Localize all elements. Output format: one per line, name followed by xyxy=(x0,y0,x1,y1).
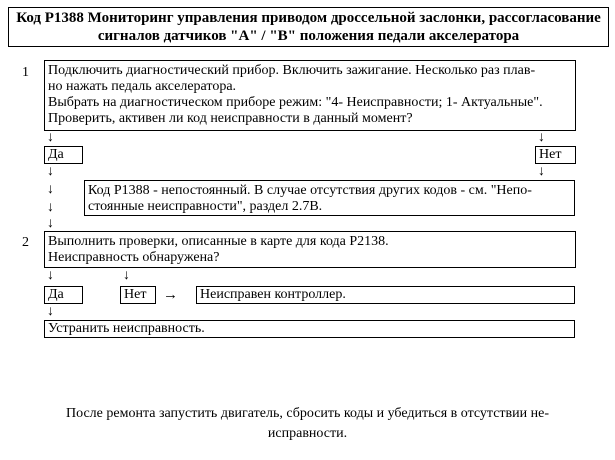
step-2-number: 2 xyxy=(22,235,29,250)
step-2-yes-result: Устранить неисправность. xyxy=(44,320,575,338)
step-1-yes-label: Да xyxy=(44,146,83,164)
arrow-down-icon: ↓ xyxy=(538,164,545,179)
arrow-down-icon: ↓ xyxy=(47,268,54,283)
step-2-no-label: Нет xyxy=(120,286,156,304)
step-2-line-1: Выполнить проверки, описанные в карте для кода Р2138. xyxy=(48,234,389,249)
arrow-down-icon: ↓ xyxy=(47,200,54,215)
step-1-box xyxy=(44,60,576,131)
title-line-1: Код Р1388 Мониторинг управления приводом дроссельной заслонки, рассогласование xyxy=(16,10,601,26)
arrow-down-icon: ↓ xyxy=(47,182,54,197)
arrow-down-icon: ↓ xyxy=(47,216,54,231)
step-1-number: 1 xyxy=(22,65,29,80)
footer-line-1: После ремонта запустить двигатель, сбросить коды и убедиться в отсутствии не- xyxy=(66,406,549,421)
footer-line-2: исправности. xyxy=(267,426,348,441)
step-1-no-result-box xyxy=(84,180,575,216)
arrow-down-icon: ↓ xyxy=(47,164,54,179)
step-1-line-4: Проверить, активен ли код неисправности в данный момент? xyxy=(48,111,413,126)
arrow-down-icon: ↓ xyxy=(47,304,54,319)
step-1-line-3: Выбрать на диагностическом приборе режим: "4- Неисправности; 1- Актуальные". xyxy=(48,95,543,110)
arrow-down-icon: ↓ xyxy=(123,268,130,283)
arrow-right-icon: → xyxy=(163,287,178,303)
page-title xyxy=(8,7,609,47)
step-2-line-2: Неисправность обнаружена? xyxy=(48,250,220,265)
step-2-yes-label: Да xyxy=(44,286,83,304)
title-line-2: сигналов датчиков "А" / "В" положения педали акселератора xyxy=(97,27,520,44)
step-1-no-label: Нет xyxy=(535,146,576,164)
arrow-down-icon: ↓ xyxy=(47,130,54,145)
step-2-no-result: Неисправен контроллер. xyxy=(196,286,575,304)
step-1-no-result-line-1: Код Р1388 - непостоянный. В случае отсутствия других кодов - см. "Непо- xyxy=(88,183,532,198)
step-2-box xyxy=(44,231,576,268)
step-1-line-1: Подключить диагностический прибор. Включить зажигание. Несколько раз плав- xyxy=(48,63,536,78)
arrow-down-icon: ↓ xyxy=(538,130,545,145)
step-1-line-2: но нажать педаль акселератора. xyxy=(48,79,237,94)
step-1-no-result-line-2: стоянные неисправности", раздел 2.7В. xyxy=(88,199,323,214)
